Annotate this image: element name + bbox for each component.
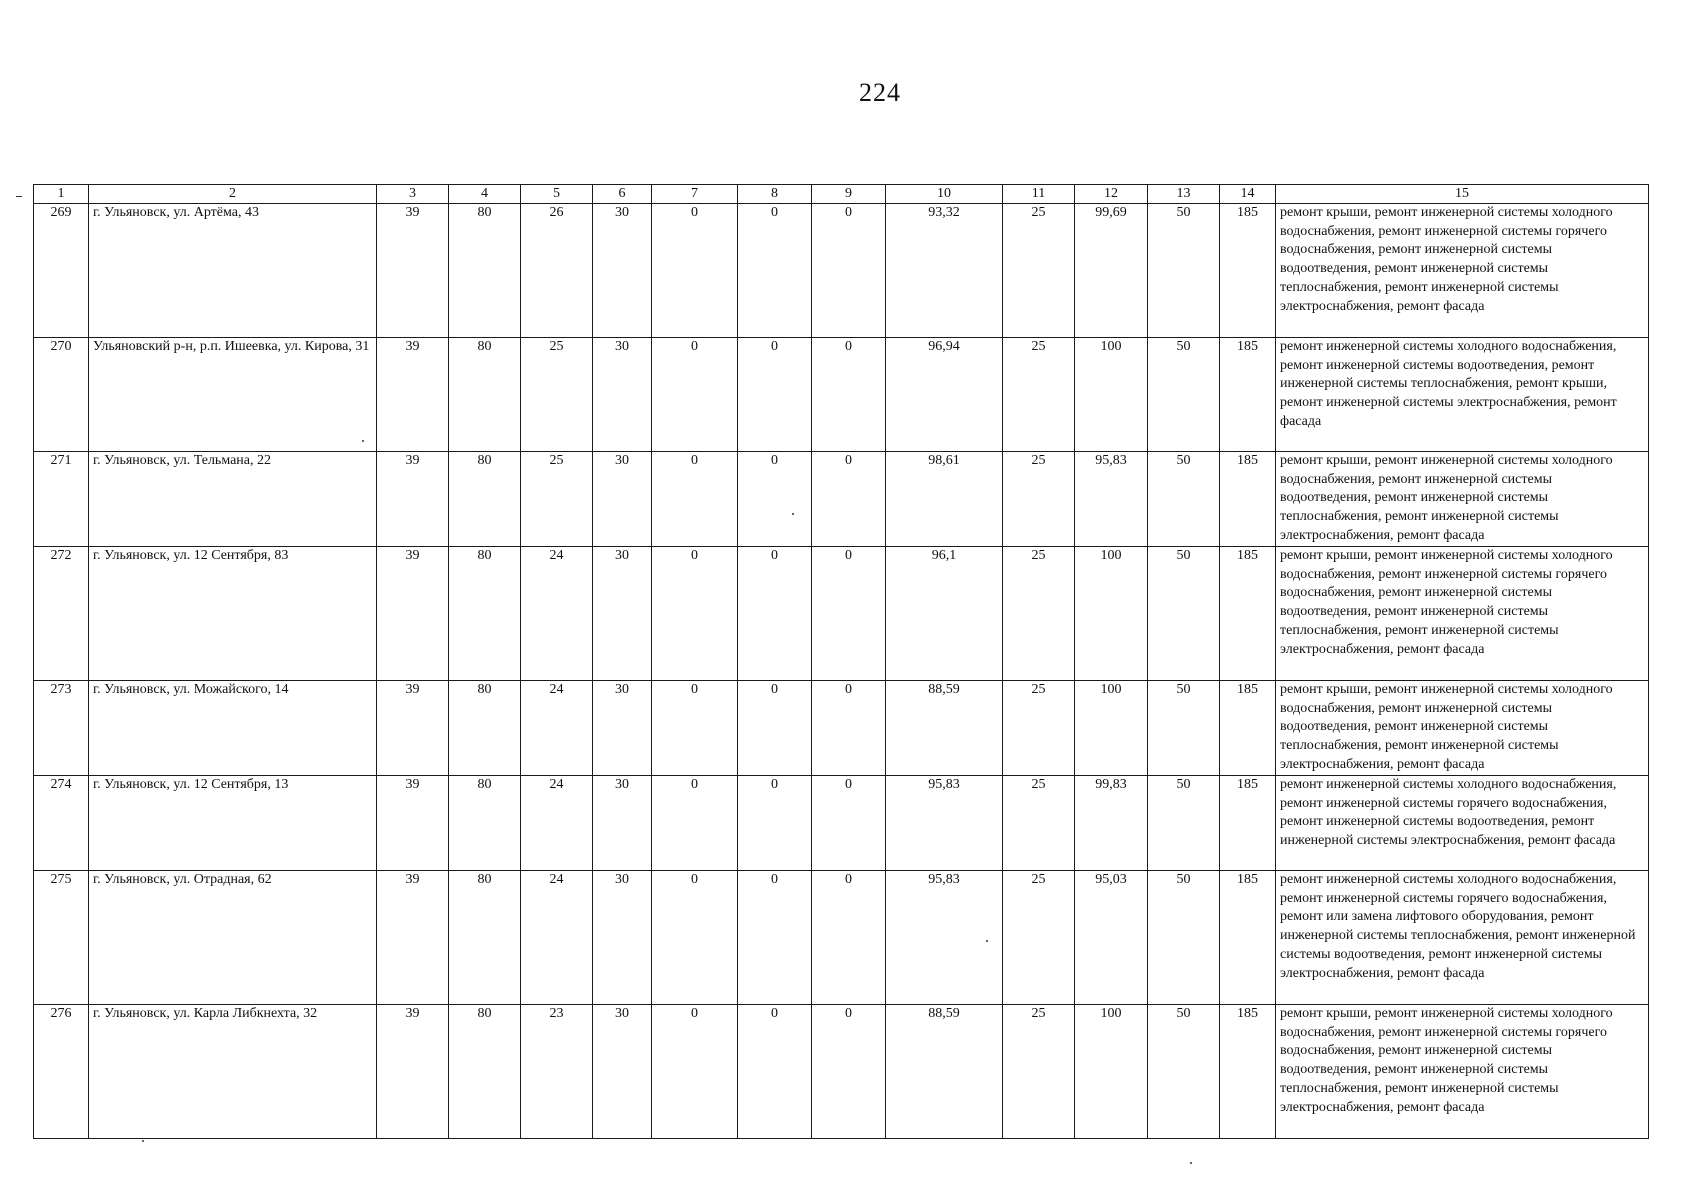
value-cell: 80 (449, 871, 521, 1005)
column-number-row (34, 185, 1649, 204)
value-cell: 96,94 (886, 338, 1003, 452)
value-cell: 26 (521, 204, 593, 338)
value-cell: 30 (593, 547, 652, 681)
value-cell: 39 (377, 1005, 449, 1139)
scan-speck (1190, 1162, 1192, 1164)
address-cell: г. Ульяновск, ул. Карла Либкнехта, 32 (89, 1005, 377, 1139)
row-number: 272 (34, 547, 89, 681)
works-description: ремонт инженерной системы холодного водоснабжения, ремонт инженерной системы водоотведения, ремонт инженерной системы теплоснабжения, ремонт крыши, ремонт инженерной системы электроснабжения, ремонт фасада (1276, 338, 1649, 452)
value-cell: 25 (1003, 204, 1075, 338)
row-number: 271 (34, 452, 89, 547)
value-cell: 0 (738, 547, 812, 681)
value-cell: 88,59 (886, 681, 1003, 776)
value-cell: 50 (1148, 452, 1220, 547)
works-description: ремонт крыши, ремонт инженерной системы холодного водоснабжения, ремонт инженерной системы горячего водоснабжения, ремонт инженерной системы водоотведения, ремонт инженерной системы теплоснабжения, ремонт инженерной системы электроснабжения, ремонт фасада (1276, 204, 1649, 338)
column-header: 10 (886, 185, 1003, 204)
column-header: 6 (593, 185, 652, 204)
value-cell: 99,83 (1075, 776, 1148, 871)
value-cell: 0 (812, 776, 886, 871)
value-cell: 95,83 (1075, 452, 1148, 547)
value-cell: 30 (593, 338, 652, 452)
address-cell: г. Ульяновск, ул. Отрадная, 62 (89, 871, 377, 1005)
scan-edge-mark (16, 196, 22, 197)
scan-speck (986, 940, 988, 942)
row-number: 269 (34, 204, 89, 338)
column-header: 8 (738, 185, 812, 204)
value-cell: 30 (593, 1005, 652, 1139)
column-header: 9 (812, 185, 886, 204)
value-cell: 0 (812, 338, 886, 452)
works-description: ремонт инженерной системы холодного водоснабжения, ремонт инженерной системы горячего водоснабжения, ремонт инженерной системы водоотведения, ремонт инженерной системы электроснабжения, ремонт фасада (1276, 776, 1649, 871)
value-cell: 25 (1003, 776, 1075, 871)
value-cell: 80 (449, 452, 521, 547)
value-cell: 100 (1075, 1005, 1148, 1139)
value-cell: 30 (593, 871, 652, 1005)
value-cell: 39 (377, 452, 449, 547)
column-header: 2 (89, 185, 377, 204)
value-cell: 0 (652, 452, 738, 547)
value-cell: 80 (449, 547, 521, 681)
value-cell: 0 (652, 204, 738, 338)
value-cell: 95,03 (1075, 871, 1148, 1005)
value-cell: 0 (812, 204, 886, 338)
value-cell: 80 (449, 338, 521, 452)
value-cell: 24 (521, 547, 593, 681)
value-cell: 0 (812, 1005, 886, 1139)
value-cell: 0 (652, 1005, 738, 1139)
table-row (34, 452, 1649, 547)
value-cell: 185 (1220, 1005, 1276, 1139)
address-cell: Ульяновский р-н, р.п. Ишеевка, ул. Кирова, 31 (89, 338, 377, 452)
value-cell: 0 (738, 204, 812, 338)
value-cell: 50 (1148, 547, 1220, 681)
value-cell: 23 (521, 1005, 593, 1139)
value-cell: 100 (1075, 338, 1148, 452)
value-cell: 25 (1003, 871, 1075, 1005)
value-cell: 25 (1003, 1005, 1075, 1139)
column-header: 5 (521, 185, 593, 204)
value-cell: 0 (738, 776, 812, 871)
table-row (34, 338, 1649, 452)
value-cell: 25 (1003, 338, 1075, 452)
value-cell: 80 (449, 1005, 521, 1139)
value-cell: 98,61 (886, 452, 1003, 547)
value-cell: 0 (652, 871, 738, 1005)
value-cell: 0 (652, 681, 738, 776)
address-cell: г. Ульяновск, ул. Можайского, 14 (89, 681, 377, 776)
works-description: ремонт крыши, ремонт инженерной системы холодного водоснабжения, ремонт инженерной системы горячего водоснабжения, ремонт инженерной системы водоотведения, ремонт инженерной системы теплоснабжения, ремонт инженерной системы электроснабжения, ремонт фасада (1276, 1005, 1649, 1139)
value-cell: 96,1 (886, 547, 1003, 681)
column-header: 13 (1148, 185, 1220, 204)
value-cell: 0 (812, 547, 886, 681)
value-cell: 95,83 (886, 871, 1003, 1005)
value-cell: 39 (377, 776, 449, 871)
value-cell: 0 (812, 452, 886, 547)
value-cell: 39 (377, 871, 449, 1005)
scan-speck (142, 1140, 144, 1142)
table-row (34, 1005, 1649, 1139)
value-cell: 50 (1148, 338, 1220, 452)
address-cell: г. Ульяновск, ул. 12 Сентября, 13 (89, 776, 377, 871)
value-cell: 25 (1003, 452, 1075, 547)
table-row (34, 681, 1649, 776)
table-row (34, 871, 1649, 1005)
row-number: 273 (34, 681, 89, 776)
value-cell: 185 (1220, 204, 1276, 338)
value-cell: 80 (449, 681, 521, 776)
address-cell: г. Ульяновск, ул. Артёма, 43 (89, 204, 377, 338)
row-number: 275 (34, 871, 89, 1005)
value-cell: 50 (1148, 681, 1220, 776)
value-cell: 80 (449, 776, 521, 871)
column-header: 7 (652, 185, 738, 204)
value-cell: 25 (1003, 681, 1075, 776)
value-cell: 185 (1220, 452, 1276, 547)
value-cell: 30 (593, 776, 652, 871)
value-cell: 30 (593, 452, 652, 547)
row-number: 270 (34, 338, 89, 452)
scan-speck (362, 440, 364, 442)
value-cell: 30 (593, 204, 652, 338)
repair-program-table (33, 184, 1649, 1139)
value-cell: 185 (1220, 338, 1276, 452)
value-cell: 50 (1148, 776, 1220, 871)
row-number: 276 (34, 1005, 89, 1139)
value-cell: 80 (449, 204, 521, 338)
value-cell: 185 (1220, 547, 1276, 681)
value-cell: 30 (593, 681, 652, 776)
row-number: 274 (34, 776, 89, 871)
column-header: 1 (34, 185, 89, 204)
table-row (34, 547, 1649, 681)
value-cell: 25 (521, 338, 593, 452)
value-cell: 50 (1148, 871, 1220, 1005)
value-cell: 39 (377, 338, 449, 452)
value-cell: 185 (1220, 776, 1276, 871)
value-cell: 25 (1003, 547, 1075, 681)
value-cell: 50 (1148, 204, 1220, 338)
value-cell: 0 (652, 547, 738, 681)
scan-speck (792, 513, 794, 515)
value-cell: 39 (377, 204, 449, 338)
table-row (34, 776, 1649, 871)
value-cell: 0 (812, 871, 886, 1005)
value-cell: 0 (812, 681, 886, 776)
value-cell: 0 (738, 452, 812, 547)
value-cell: 185 (1220, 681, 1276, 776)
value-cell: 0 (738, 1005, 812, 1139)
works-description: ремонт крыши, ремонт инженерной системы холодного водоснабжения, ремонт инженерной системы горячего водоснабжения, ремонт инженерной системы водоотведения, ремонт инженерной системы теплоснабжения, ремонт инженерной системы электроснабжения, ремонт фасада (1276, 547, 1649, 681)
value-cell: 39 (377, 681, 449, 776)
value-cell: 100 (1075, 547, 1148, 681)
value-cell: 24 (521, 871, 593, 1005)
address-cell: г. Ульяновск, ул. 12 Сентября, 83 (89, 547, 377, 681)
value-cell: 0 (738, 871, 812, 1005)
value-cell: 50 (1148, 1005, 1220, 1139)
value-cell: 0 (652, 338, 738, 452)
column-header: 3 (377, 185, 449, 204)
address-cell: г. Ульяновск, ул. Тельмана, 22 (89, 452, 377, 547)
value-cell: 185 (1220, 871, 1276, 1005)
table-row (34, 204, 1649, 338)
works-description: ремонт инженерной системы холодного водоснабжения, ремонт инженерной системы горячего водоснабжения, ремонт или замена лифтового оборудования, ремонт инженерной системы теплоснабжения, ремонт инженерной системы водоотведения, ремонт инженерной системы электроснабжения, ремонт фасада (1276, 871, 1649, 1005)
value-cell: 88,59 (886, 1005, 1003, 1139)
value-cell: 99,69 (1075, 204, 1148, 338)
value-cell: 25 (521, 452, 593, 547)
works-description: ремонт крыши, ремонт инженерной системы холодного водоснабжения, ремонт инженерной системы водоотведения, ремонт инженерной системы теплоснабжения, ремонт инженерной системы электроснабжения, ремонт фасада (1276, 681, 1649, 776)
column-header: 14 (1220, 185, 1276, 204)
value-cell: 24 (521, 681, 593, 776)
value-cell: 100 (1075, 681, 1148, 776)
value-cell: 95,83 (886, 776, 1003, 871)
column-header: 12 (1075, 185, 1148, 204)
value-cell: 0 (738, 338, 812, 452)
page-number: 224 (859, 78, 901, 107)
column-header: 4 (449, 185, 521, 204)
value-cell: 24 (521, 776, 593, 871)
value-cell: 0 (738, 681, 812, 776)
works-description: ремонт крыши, ремонт инженерной системы холодного водоснабжения, ремонт инженерной системы водоотведения, ремонт инженерной системы теплоснабжения, ремонт инженерной системы электроснабжения, ремонт фасада (1276, 452, 1649, 547)
value-cell: 39 (377, 547, 449, 681)
value-cell: 93,32 (886, 204, 1003, 338)
value-cell: 0 (652, 776, 738, 871)
column-header: 15 (1276, 185, 1649, 204)
column-header: 11 (1003, 185, 1075, 204)
